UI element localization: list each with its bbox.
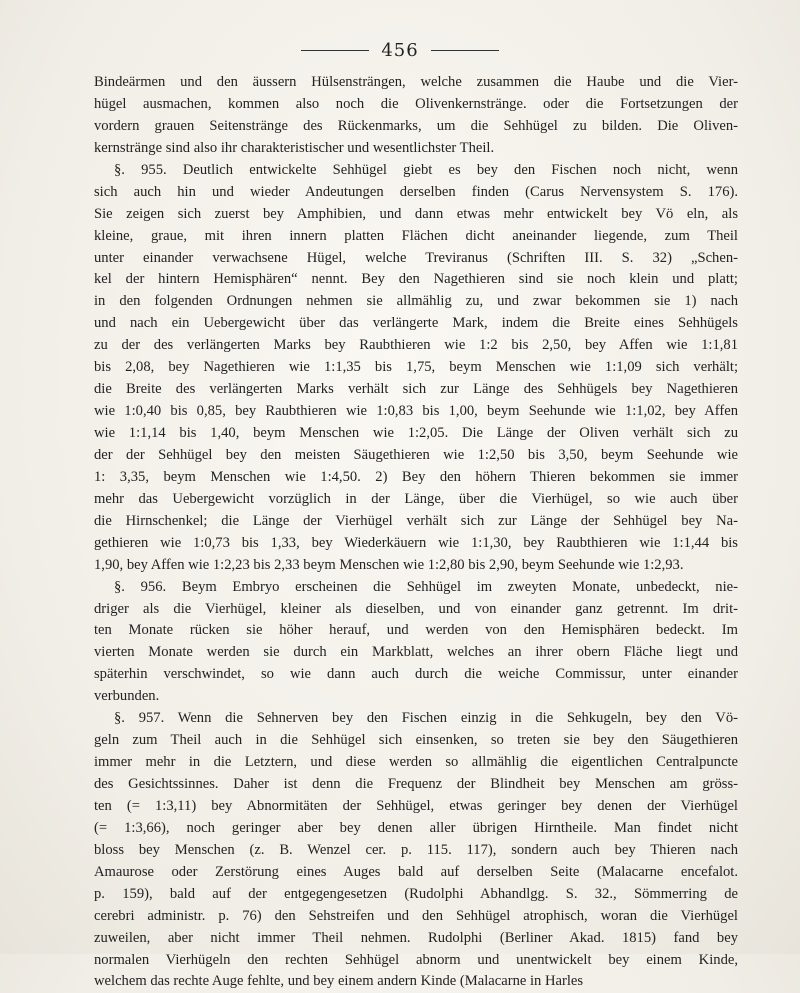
paragraph-p-957 [94,708,738,993]
paragraph-p-955 [94,160,738,577]
text-line: des Gesichtssinnes. Daher ist denn die Frequenz der Blindheit bey Menschen am gröss- [94,776,738,792]
text-line: der der Sehhügel bey den meisten Säugethieren wie 1:2,50 bis 3,50, beym Seehunde wie [94,446,738,463]
header-rule-right [431,50,499,51]
text-line: 1: 3,35, beym Menschen wie 1:4,50. 2) Bey den höhern Thieren bekommen sie immer [94,468,738,485]
text-line: 1,90, bey Affen wie 1:2,23 bis 2,33 beym Menschen wie 1:2,80 bis 2,90, beym Seehunde wie 1:2,93. [94,556,684,573]
text-line: driger als die Vierhügel, kleiner als dieselben, und von einander ganz getrennt. Im drit- [94,600,738,617]
text-line: hügel ausmachen, kommen also noch die Olivenkernstränge. oder die Fortsetzungen der [94,95,738,112]
text-line: §. 957. Wenn die Sehnerven bey den Fischen einzig in die Sehkugeln, bey den Vö- [114,710,738,727]
text-line: kel der hintern Hemisphären“ nennt. Bey den Nagethieren sind sie noch klein und platt; [94,271,738,288]
text-line: verbunden. [94,688,160,705]
text-line: späterhin verschwindet, so wie dann auch durch die weiche Commissur, unter einander [94,666,738,683]
page-header [0,40,800,61]
text-line: Sie zeigen sich zuerst bey Amphibien, und dann etwas mehr entwickelt bey Vö eln, als [94,205,738,222]
text-line: §. 955. Deutlich entwickelte Sehhügel giebt es bey den Fischen noch nicht, wenn [114,161,738,178]
text-line: unter einander verwachsene Hügel, welche Treviranus (Schriften III. S. 32) „Schen- [94,249,738,266]
body-text [94,72,738,993]
text-line: vordern grauen Seitenstränge des Rückenmarks, um die Sehhügel zu bilden. Die Oliven- [94,117,738,134]
text-line: p. 159), bald auf der entgegengesetzen (Rudolphi Abhandlgg. S. 32., Sömmerring de [94,885,738,902]
paragraph-p-956 [94,577,738,709]
text-line: vierten Monate werden sie durch ein Markblatt, welches an ihrer obern Fläche liegt und [94,644,738,661]
text-line: Bindeärmen und den äussern Hülsensträngen, welche zusammen die Haube und die Vier- [94,74,738,90]
text-line: gethieren wie 1:0,73 bis 1,33, bey Wiederkäuern wie 1:1,30, bey Raubthieren wie 1:1,44 bis [94,534,738,551]
header-rule-left [301,50,369,51]
text-line: ten Monate rücken sie höher herauf, und werden von den Hemisphären bedeckt. Im [94,622,738,639]
text-line: mehr das Uebergewicht vorzüglich in der Länge, über die Vierhügel, so wie auch über [94,490,738,507]
text-line: bis 2,08, bey Nagethieren wie 1:1,35 bis 1,75, beym Menschen wie 1:1,09 sich verhält; [94,359,738,376]
text-line: geln zum Theil auch in die Sehhügel sich einsenken, so treten sie bey den Säugethieren [94,732,738,749]
paragraph-p-continuation [94,72,738,160]
text-line: Amaurose oder Zerstörung eines Auges bald auf derselben Seite (Malacarne encefalot. [94,863,738,880]
text-line: §. 956. Beym Embryo erscheinen die Sehhügel im zweyten Monate, unbedeckt, nie- [114,578,738,595]
text-line: in den folgenden Ordnungen nehmen sie allmählig zu, und zwar bekommen sie 1) nach [94,293,738,310]
text-line: kleine, graue, mit ihren innern platten Flächen dicht aneinander liegende, zum Theil [94,227,738,244]
text-line: wie 1:1,14 bis 1,40, beym Menschen wie 1:2,05. Die Länge der Oliven verhält sich zu [94,425,738,441]
text-line: die Breite des verlängerten Marks verhält sich zur Länge des Sehhügels bey Nagethieren [94,381,738,398]
text-line: (= 1:3,66), noch geringer aber bey denen aller übrigen Hirntheile. Man findet nicht [94,819,738,836]
text-line: normalen Vierhügeln den rechten Sehhügel abnorm und unentwickelt bey einem Kinde, [94,951,738,968]
text-line: die Hirnschenkel; die Länge der Vierhügel verhält sich zur Länge der Sehhügel bey Na- [94,512,738,529]
text-line: cerebri administr. p. 76) den Sehstreifen und den Sehhügel atrophisch, woran die Vierhügel [94,907,738,924]
text-line: zuweilen, aber nicht immer Theil nehmen. Rudolphi (Berliner Akad. 1815) fand bey [94,929,738,946]
text-line: bloss bey Menschen (z. B. Wenzel cer. p. 115. 117), sondern auch bey Thieren nach [94,841,738,858]
text-line: wie 1:0,40 bis 0,85, bey Raubthieren wie 1:0,83 bis 1,00, beym Seehunde wie 1:1,02, bey Affen [94,403,738,420]
text-line: welchem das rechte Auge fehlte, und bey einem andern Kinde (Malacarne in Harles [94,973,584,990]
text-line: zu der des verlängerten Marks bey Raubthieren wie 1:2 bis 2,50, bey Affen wie 1:1,81 [94,337,738,354]
text-line: immer mehr in die Letztern, und diese werden so allmählig die eigentlichen Centralpuncte [94,754,738,771]
text-line: ten (= 1:3,11) bey Abnormitäten der Sehhügel, etwas geringer bey denen der Vierhügel [94,797,738,814]
text-line: kernstränge sind also ihr charakteristischer und wesentlichster Theil. [94,139,495,156]
text-line: und nach ein Uebergewicht über das verlängerte Mark, indem die Breite eines Sehhügels [94,315,738,332]
page-number: 456 [381,40,419,61]
text-line: sich auch hin und wieder Andeutungen derselben finden (Carus Nervensystem S. 176). [94,183,738,200]
